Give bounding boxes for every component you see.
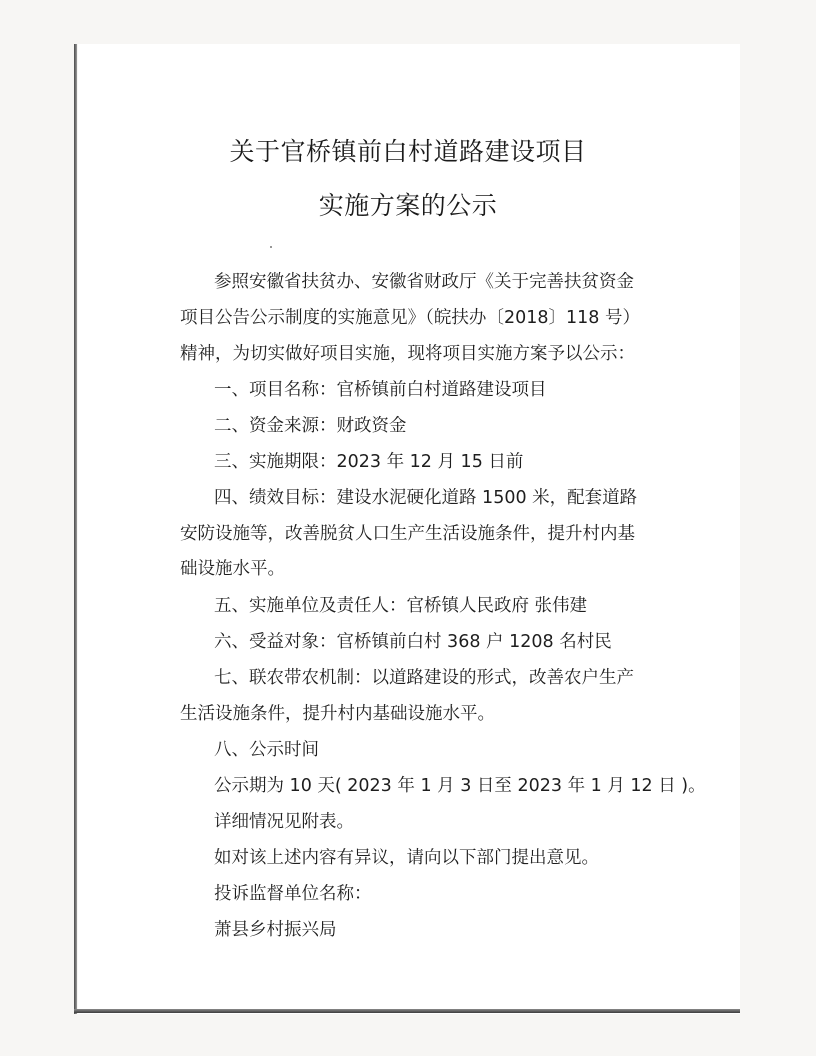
item-project-name: 一、项目名称：官桥镇前白村道路建设项目 [214,380,547,400]
item-farmer-linkage-line-2: 生活设施条件，提升村内基础设施水平。 [180,704,495,724]
item-performance-goal-line-2: 安防设施等，改善脱贫人口生产生活设施条件，提升村内基 [180,524,635,544]
supervisor-label: 投诉监督单位名称： [214,884,372,904]
item-farmer-linkage-line-1: 七、联农带农机制：以道路建设的形式，改善农户生产 [214,668,634,688]
item-implementation-period: 三、实施期限：2023 年 12 月 15 日前 [214,452,524,472]
item-notice-time: 八、公示时间 [214,740,319,760]
item-beneficiaries: 六、受益对象：官桥镇前白村 368 户 1208 名村民 [214,632,612,652]
document-title-line-1: 关于官桥镇前白村道路建设项目 [229,137,587,166]
item-responsible-unit: 五、实施单位及责任人：官桥镇人民政府 张伟建 [214,596,588,616]
notice-period: 公示期为 10 天( 2023 年 1 月 3 日至 2023 年 1 月 12 日 )。 [214,776,706,796]
scan-speck [270,246,272,248]
intro-line-1: 参照安徽省扶贫办、安徽省财政厅《关于完善扶贫资金 [214,272,634,292]
objection-note: 如对该上述内容有异议，请向以下部门提出意见。 [214,848,599,868]
supervisor-name: 萧县乡村振兴局 [214,920,337,940]
intro-line-3: 精神，为切实做好项目实施，现将项目实施方案予以公示： [180,344,635,364]
document-title-line-2: 实施方案的公示 [318,191,498,220]
item-fund-source: 二、资金来源：财政资金 [214,416,407,436]
details-note: 详细情况见附表。 [214,812,354,832]
item-performance-goal-line-1: 四、绩效目标：建设水泥硬化道路 1500 米，配套道路 [214,488,638,508]
intro-line-2: 项目公告公示制度的实施意见》（皖扶办〔2018〕118 号） [180,308,640,328]
item-performance-goal-line-3: 础设施水平。 [180,559,285,579]
scan-bottom-edge [74,1009,740,1013]
